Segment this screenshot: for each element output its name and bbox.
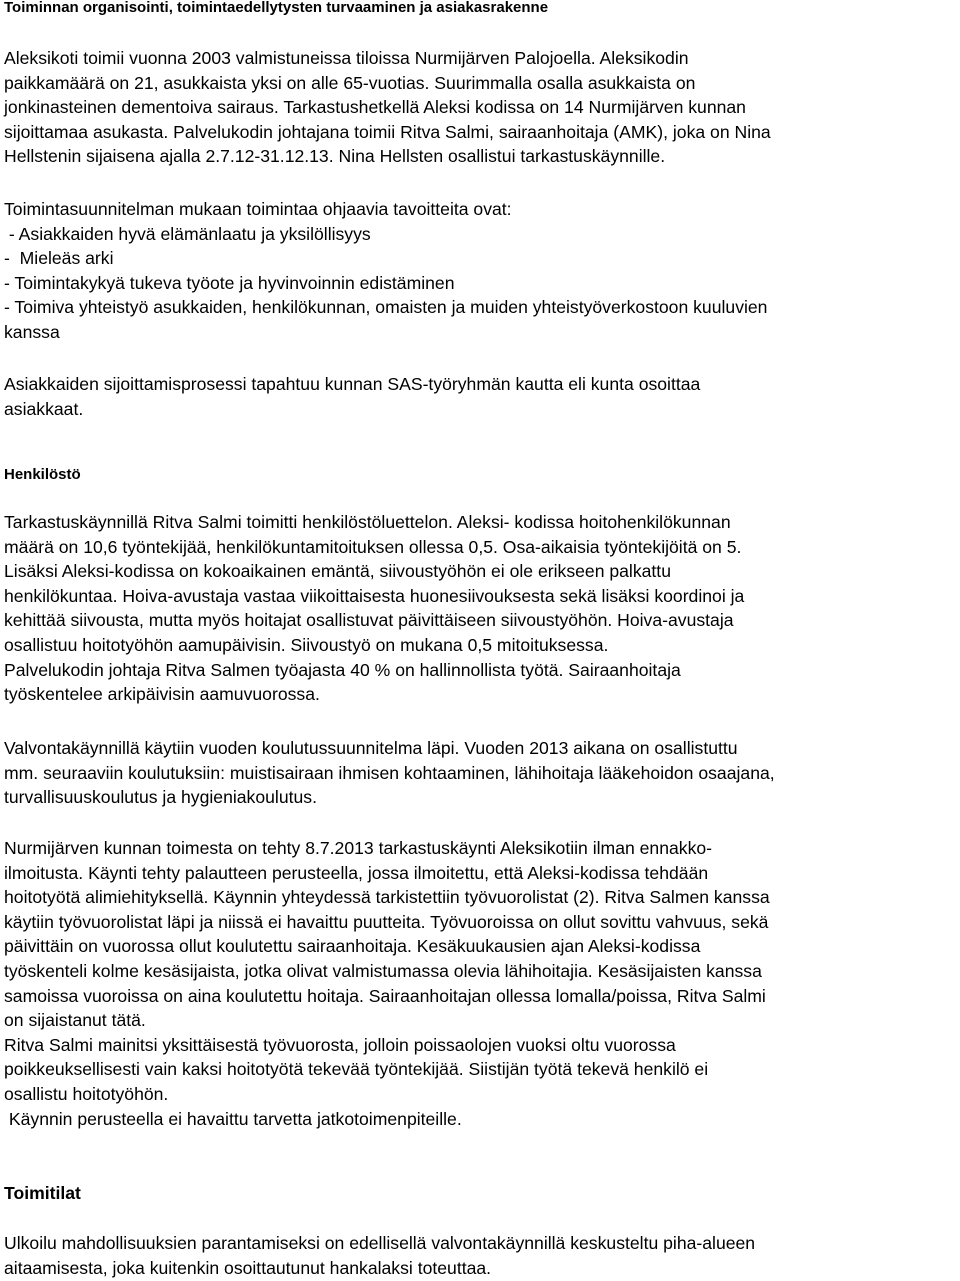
paragraph-training	[4, 736, 775, 810]
text-line: sijoittamaa asukasta. Palvelukodin johtajana toimii Ritva Salmi, sairaanhoitaja (AMK), joka on Nina	[4, 121, 771, 142]
text-line: osallistu hoitotyöhön.	[4, 1083, 169, 1104]
text-line: määrä on 10,6 työntekijää, henkilökuntamitoituksen ollessa 0,5. Osa-aikaisia työntekijöitä on 5.	[4, 536, 742, 557]
text-line: työskenteli kolme kesäsijaista, jotka olivat valmistumassa olevia lähihoitajia. Kesäsijaisten kanssa	[4, 960, 762, 981]
text-line: asiakkaat.	[4, 398, 84, 419]
text-line: turvallisuuskoulutus ja hygieniakoulutus.	[4, 787, 317, 808]
text-line: Asiakkaiden sijoittamisprosessi tapahtuu kunnan SAS-työryhmän kautta eli kunta osoittaa	[4, 374, 701, 394]
text-line: käytiin työvuorolistat läpi ja niissä ei havaittu puutteita. Työvuoroissa on ollut sovittu vahvuus, sekä	[4, 911, 769, 932]
text-line: Nurmijärven kunnan toimesta on tehty 8.7.2013 tarkastuskäynti Aleksikotiin ilman ennakko-	[4, 838, 713, 858]
list-item: - Mieleäs arki	[4, 248, 114, 269]
list-item: - Asiakkaiden hyvä elämänlaatu ja yksilöllisyys	[4, 223, 371, 244]
text-line: Valvontakäynnillä käytiin vuoden koulutussuunnitelma läpi. Vuoden 2013 aikana on osallistuttu	[4, 738, 738, 758]
text-line: kehittää siivousta, mutta myös hoitajat osallistuvat päivittäiseen siivoustyöhön. Hoiva-avustaja	[4, 610, 734, 631]
text-line: hoitotyötä alimiehityksellä. Käynnin yhteydessä tarkistettiin työvuorolistat (2). Ritva Salmen kanssa	[4, 887, 770, 908]
text-line: mm. seuraaviin koulutuksiin: muistisairaan ihmisen kohtaaminen, lähihoitaja lääkehoidon osaajana,	[4, 762, 775, 783]
text-line: Aleksikoti toimii vuonna 2003 valmistuneissa tiloissa Nurmijärven Palojoella. Aleksikodin	[4, 48, 689, 68]
list-item: - Toimiva yhteistyö asukkaiden, henkilökunnan, omaisten ja muiden yhteistyöverkostoon kuuluvien	[4, 297, 768, 318]
paragraph-premises	[4, 1231, 755, 1280]
text-line: henkilökuntaa. Hoiva-avustaja vastaa viikoittaisesta huonesiivouksesta sekä lisäksi koordinoi ja	[4, 585, 745, 606]
text-line: jonkinasteinen dementoiva sairaus. Tarkastushetkellä Aleksi kodissa on 14 Nurmijärven kunnan	[4, 97, 746, 118]
text-line: Ritva Salmi mainitsi yksittäisestä työvuorosta, jolloin poissaolojen vuoksi oltu vuorossa	[4, 1034, 676, 1055]
text-line: ilmoitusta. Käynti tehty palautteen perusteella, jossa ilmoitettu, että Aleksi-kodissa tehdään	[4, 862, 709, 883]
text-line: osallistuu hoitotyöhön aamupäivisin. Siivoustyö on mukana 0,5 mitoituksessa.	[4, 634, 609, 655]
section-heading-staff: Henkilöstö	[4, 466, 81, 483]
paragraph-inspection	[4, 836, 770, 1131]
text-line: Tarkastuskäynnillä Ritva Salmi toimitti henkilöstöluettelon. Aleksi- kodissa hoitohenkilökunnan	[4, 512, 731, 532]
text-line: Toimintasuunnitelman mukaan toimintaa ohjaavia tavoitteita ovat:	[4, 199, 512, 219]
paragraph-staff-list	[4, 510, 744, 707]
text-line: poikkeuksellisesti vain kaksi hoitotyötä tekevää työntekijää. Siistijän työtä tekevä henkilö ei	[4, 1059, 709, 1080]
text-line: Ulkoilu mahdollisuuksien parantamiseksi on edellisellä valvontakäynnillä keskusteltu piha-alueen	[4, 1233, 756, 1253]
paragraph-goals	[4, 197, 767, 345]
text-line: aitaamisesta, joka kuitenkin osoittautunut hankalaksi toteuttaa.	[4, 1257, 492, 1278]
list-item: - Toimintakykyä tukeva työote ja hyvinvoinnin edistäminen	[4, 272, 455, 293]
text-line: Lisäksi Aleksi-kodissa on kokoaikainen emäntä, siivoustyöhön ei ole erikseen palkattu	[4, 561, 671, 582]
paragraph-overview	[4, 46, 771, 169]
section-heading-premises: Toimitilat	[4, 1183, 81, 1203]
section-heading-organisation: Toiminnan organisointi, toimintaedellytysten turvaaminen ja asiakasrakenne	[4, 0, 549, 16]
text-line: samoissa vuoroissa on aina koulutettu hoitaja. Sairaanhoitajan ollessa lomalla/poissa, Ritva Salmi	[4, 985, 766, 1006]
text-line: Käynnin perusteella ei havaittu tarvetta jatkotoimenpiteille.	[4, 1108, 462, 1129]
text-line: Hellstenin sijaisena ajalla 2.7.12-31.12.13. Nina Hellsten osallistui tarkastuskäynnille.	[4, 146, 666, 167]
text-line: työskentelee arkipäivisin aamuvuorossa.	[4, 684, 320, 705]
text-line: Palvelukodin johtaja Ritva Salmen työajasta 40 % on hallinnollista työtä. Sairaanhoitaja	[4, 659, 681, 680]
text-line: päivittäin on vuorossa ollut koulutettu sairaanhoitaja. Kesäkuukausien ajan Aleksi-kodissa	[4, 936, 701, 957]
text-line: kanssa	[4, 321, 60, 342]
text-line: paikkamäärä on 21, asukkaista yksi on alle 65-vuotias. Suurimmalla osalla asukkaista on	[4, 72, 696, 93]
paragraph-placement	[4, 372, 700, 421]
text-line: on sijaistanut tätä.	[4, 1010, 146, 1031]
